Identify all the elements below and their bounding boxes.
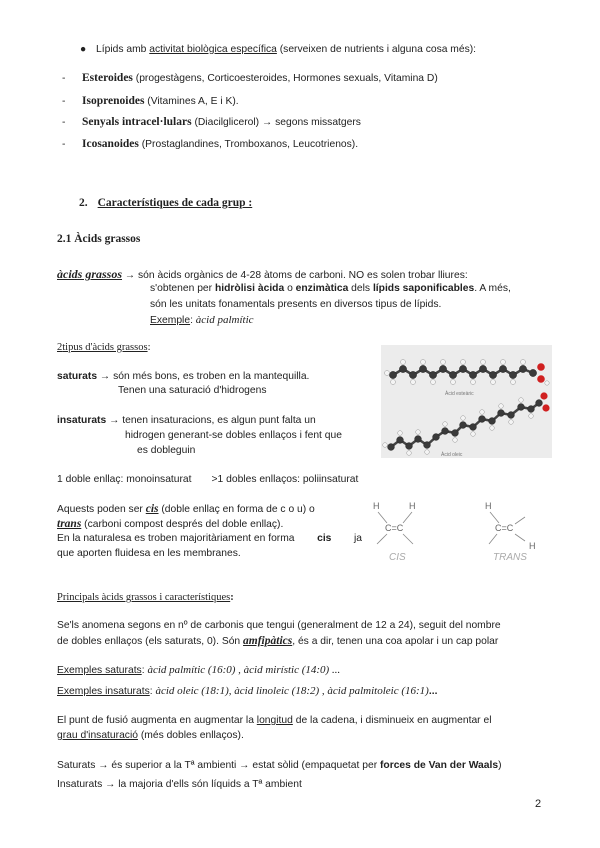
principals-para-line2: de dobles enllaços (els saturats, 0). Són amfipàtics, és a dir, tenen una coa apolar i un cap polar [57,635,499,647]
acids-grassos-example: Exemple: àcid palmític [150,314,254,326]
types-heading: 2tipus d'àcids grassos: [57,342,151,353]
acids-grassos-term: àcids grassos [57,267,123,281]
insaturats-line3: es dobleguin [137,445,196,456]
principals-para-line1: Se'ls anomena segons en nº de carbonis que tengui (generalment de 12 a 24), seguit del nombre [57,620,501,631]
page-number: 2 [535,798,542,810]
cistrans-line2: trans (carboni compost després del doble enllaç). [57,518,284,530]
cis-label: CIS [389,552,406,563]
cistrans-line4: que aporten fluidesa en les membranes. [57,548,241,559]
acids-grassos-def-line3: són les unitats fonamentals presents en diversos tipus de lípids. [150,299,442,310]
dash-item-senyals: - Senyals intracel·lulars (Diacilglicerol) → segons missatgers [62,116,361,128]
stearic-caption: Àcid esteàric [445,391,474,397]
cistrans-line3: En la naturalesa es troben majoritàriament en forma cis ja [57,533,362,544]
section-2-heading: 2. Característiques de cada grup : [79,197,253,209]
oleic-caption: Àcid oleic [441,452,463,458]
dash-item-isoprenoides: - Isoprenoides (Vitamines A, E i K). [62,95,239,107]
fusion-line1: El punt de fusió augmenta en augmentar la longitud de la cadena, i disminueix en augmentar el [57,715,492,726]
cistrans-line1: Aquests poden ser cis (doble enllaç en forma de c o u) o [57,503,315,515]
acids-grassos-def-line1: àcids grassos → són àcids orgànics de 4-28 àtoms de carboni. NO es solen trobar lliures: [57,267,468,281]
saturats-line2: Tenen una saturació d'hidrogens [118,385,267,396]
double-bond-types-line: 1 doble enllaç: monoinsaturat >1 dobles enllaços: poliinsaturat [57,474,359,485]
svg-text:H: H [409,501,416,511]
cis-structure [373,501,416,563]
states-insaturats: Insaturats → la majoria d'ells són líquids a Tª ambient [57,779,302,790]
dash-item-icosanoides: - Icosanoides (Prostaglandines, Tromboxanos, Leucotrienos). [62,138,359,150]
acids-grassos-def-line2: s'obtenen per hidròlisi àcida o enzimàtica dels lípids saponificables. A més, [150,283,511,294]
fusion-line2: grau d'insaturació (més dobles enllaços). [57,730,244,741]
bullet-icon: ● [80,44,87,55]
svg-text:H: H [529,541,536,551]
saturats-line1: saturats → són més bons, es troben en la mantequilla. [57,371,310,382]
fatty-acid-molecules-figure [381,345,552,458]
trans-structure [485,501,536,563]
intro-bullet-line: ● Lípids amb activitat biològica específica (serveixen de nutrients i alguna cosa més): [80,44,477,55]
svg-text:C=C: C=C [495,523,514,533]
section-2-1-heading: 2.1 Àcids grassos [57,233,141,245]
dash-item-esteroides: - Esteroides (progestàgens, Corticoesteroides, Hormones sexuals, Vitamina D) [62,72,438,84]
activitat-biologica-link-text: activitat biològica específica [149,44,277,55]
examples-saturats: Exemples saturats: àcid palmític (16:0) , àcid mirístic (14:0) ... [57,664,341,676]
svg-text:H: H [485,501,492,511]
svg-text:H: H [373,501,380,511]
amfipatics-term: amfipàtics [243,635,293,647]
states-saturats: Saturats → és superior a la Tª ambienti → estat sòlid (empaquetat per forces de Van der Waals) [57,760,502,771]
principals-heading: Principals àcids grassos i característiques: [57,592,234,603]
examples-insaturats: Exemples insaturats: àcid oleic (18:1), àcid linoleic (18:2) , àcid palmitoleic (16:1)... [57,685,438,697]
insaturats-line1: insaturats → tenen insaturacions, es algun punt falta un [57,415,316,426]
svg-text:C=C: C=C [385,523,404,533]
cis-trans-diagram [367,497,552,567]
insaturats-line2: hidrogen generant-se dobles enllaços i fent que [125,430,342,441]
trans-label: TRANS [493,552,527,563]
